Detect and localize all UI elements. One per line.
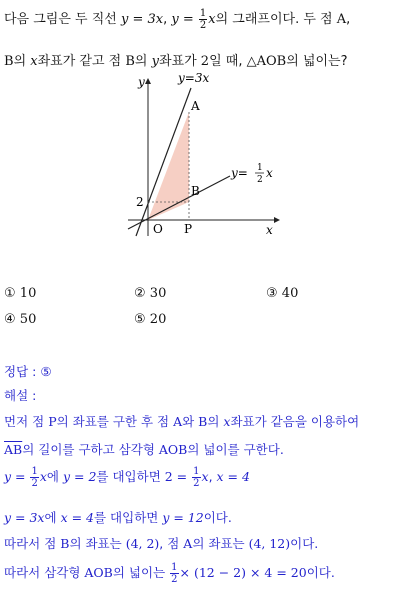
question-line-2 [4,50,347,69]
solution-line-4 [4,508,232,526]
equation-half-lhs: y = [171,12,198,27]
solution-text: 좌표가 같음을 이용하여 [230,414,360,429]
line-half-label-num: 1 [257,163,263,173]
y-axis-arrow [145,78,151,84]
question-line-1 [4,8,350,31]
triangle-aob: AOB [84,565,113,580]
solution-text: 따라서 점 [4,536,61,551]
question-text: 의 그래프이다. 두 점 [215,12,337,27]
solution-text: 이다. [203,510,232,525]
choice-mark: ④ [4,312,16,327]
solution-text: 에 [46,469,63,484]
question-text: 좌표가 같고 점 [37,54,126,69]
question-text: 의 넓이는? [286,54,348,69]
fraction-half [170,562,178,585]
choice-value: 30 [149,286,167,301]
area-expression: × (12 − 2) × 4 = 20 [179,565,307,580]
equation-y-2: y = 2 [62,469,97,484]
tick-label-2: 2 [136,195,144,209]
x-variable: x [201,469,209,484]
fraction-half [30,466,38,489]
triangle-aob: AOB [158,442,188,457]
choice-mark: ⑤ [134,312,146,327]
choice-mark: ① [4,286,16,301]
point-b: B [198,414,208,429]
y-variable: y [151,54,159,69]
line-half-label-var: x [266,166,273,180]
equation-x-4: x = 4 [216,469,250,484]
point-a: A [183,536,193,551]
question-text: 의 [13,54,31,69]
choice-2[interactable] [134,286,166,301]
solution-text: 를 대입하면 [94,510,163,525]
solution-text: 의 좌표는 [69,536,126,551]
coordinate-b: (4, 2) [125,536,160,551]
point-b: B [125,54,135,69]
fraction-denominator: 2 [31,478,38,489]
separator: , [208,469,217,484]
solution-text: 의 넓이를 구한다. [187,442,284,457]
solution-text: 먼저 점 [4,414,49,429]
choice-3[interactable] [266,286,298,301]
fraction-denominator: 2 [199,20,207,31]
fraction-numerator: 1 [193,466,200,477]
triangle-aob: △AOB [246,54,287,69]
x-variable: x [39,469,47,484]
comma: , [346,12,351,27]
point-p: P [48,414,57,429]
equation-2-eq: 2 = [164,469,192,484]
equation-y-12: y = 12 [162,510,204,525]
equation-y-3x: y = 3x [121,12,164,27]
choice-mark: ② [134,286,146,301]
x-variable: x [223,414,231,429]
line-half-label-den: 2 [257,175,263,185]
fraction-half [199,8,207,31]
solution-text: 의 [207,414,224,429]
solution-line-2 [4,440,284,458]
point-p-label: P [184,222,193,236]
coordinate-a: (4, 12) [248,536,291,551]
choice-value: 50 [19,312,37,327]
solution-text: , 점 [159,536,184,551]
x-variable: x [30,54,38,69]
solution-line-5 [4,534,318,552]
question-text: 의 [134,54,152,69]
fraction-denominator: 2 [193,478,200,489]
point-b-label: B [191,184,200,198]
separator: , [163,12,172,27]
solution-text: 의 좌표는 [192,536,249,551]
equation-lhs: y = [4,469,30,484]
choice-5[interactable] [134,312,166,327]
solution-text: 와 [182,414,199,429]
choice-value: 40 [281,286,299,301]
line-half-label-lhs: y= [231,166,248,180]
answer-value: ⑤ [40,364,52,379]
segment-ab: $\overline{AB}$ [4,442,23,457]
question-text: 다음 그림은 두 직선 [4,12,121,27]
solution-text: 에 [44,510,61,525]
point-a: A [173,414,183,429]
line-y-3x-label: y=3x [178,71,210,85]
choice-mark: ③ [266,286,278,301]
graph-figure [118,70,283,240]
equation-x-4: x = 4 [60,510,94,525]
solution-text: 를 대입하면 [96,469,165,484]
solution-line-1 [4,412,359,430]
fraction-numerator: 1 [31,466,38,477]
question-text: 좌표가 [158,54,201,69]
answer-label: 정답 : [4,364,41,379]
choice-1[interactable] [4,286,36,301]
fraction-numerator: 1 [171,562,178,573]
y-axis-label: y [138,75,145,89]
solution-text: 따라서 삼각형 [4,565,85,580]
fraction-numerator: 1 [199,8,207,19]
point-a: A [336,12,347,27]
origin-label: O [153,222,163,236]
fraction-half [192,466,200,489]
solution-line-3 [4,466,250,489]
x-axis-label: x [266,223,273,237]
choice-value: 10 [19,286,37,301]
question-text: 일 때, [209,54,247,69]
solution-label: 해설 : [4,388,37,403]
point-b: B [60,536,70,551]
choice-value: 20 [149,312,167,327]
equation-var: x [208,12,216,27]
solution-line-6 [4,562,335,585]
choice-4[interactable] [4,312,36,327]
solution-text: 이다. [306,565,335,580]
equation-y-3x: y = 3x [4,510,45,525]
solution-text: 이다. [290,536,319,551]
fraction-denominator: 2 [171,574,178,585]
point-a-label: A [191,99,200,113]
solution-text: 의 길이를 구하고 삼각형 [22,442,159,457]
answer-line [4,362,52,380]
point-b: B [4,54,14,69]
triangle-aob-shade [148,112,189,220]
solution-text: 의 좌표를 구한 후 점 [56,414,174,429]
x-axis-arrow [274,217,280,223]
number-two: 2 [200,54,210,69]
solution-text: 의 넓이는 [112,565,170,580]
